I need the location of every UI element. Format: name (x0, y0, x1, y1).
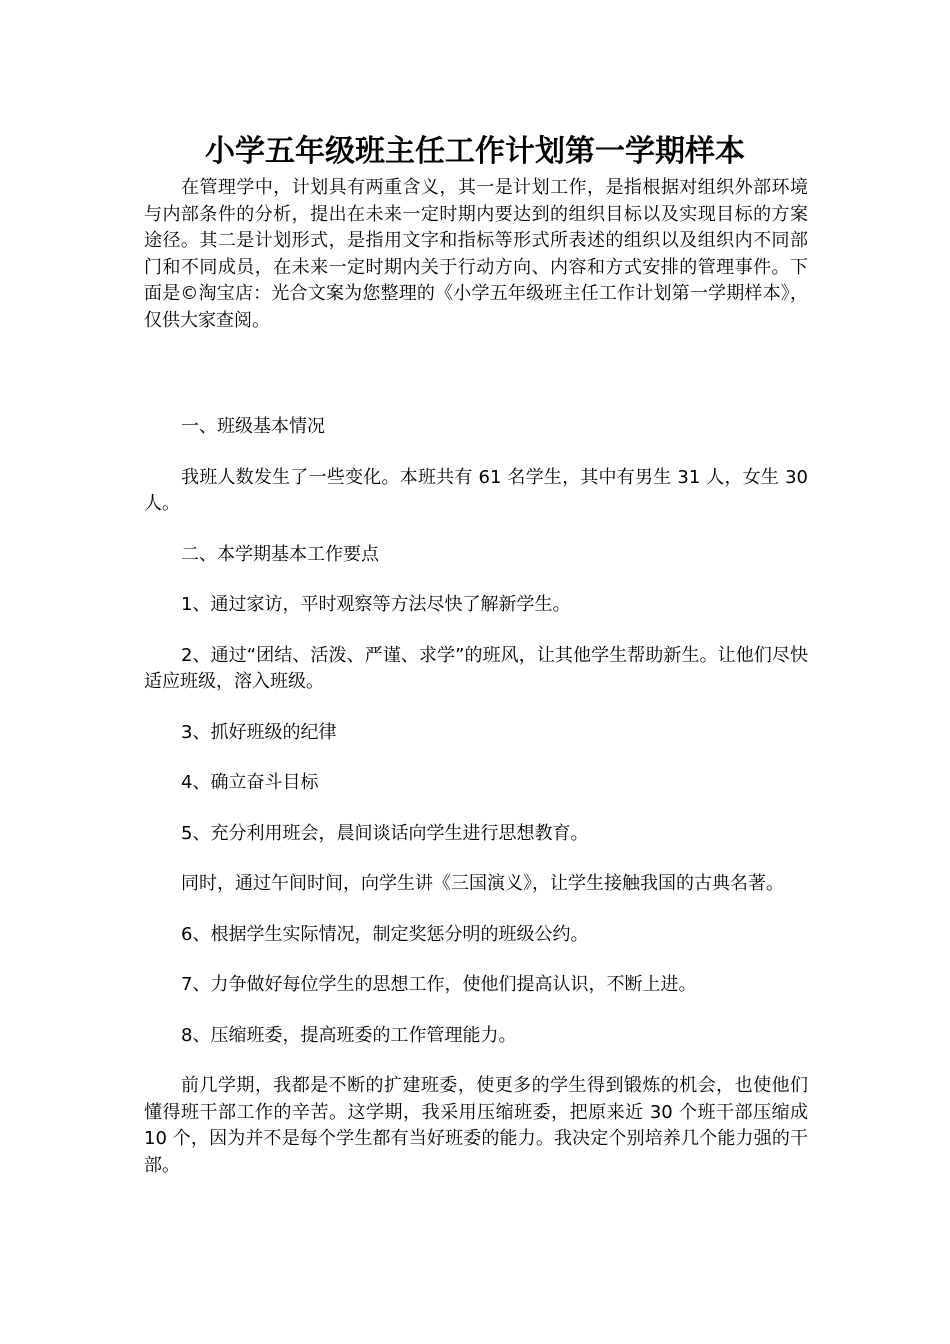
list-item: 3、抓好班级的纪律 (181, 721, 337, 743)
section-heading: 一、班级基本情况 (181, 416, 325, 437)
list-item: 2、通过“团结、活泼、严谨、求学”的班风，让其他学生帮助新生。让他们尽快适应班级，溶入班级。 (144, 644, 808, 692)
intro-paragraph: 在管理学中，计划具有两重含义，其一是计划工作，是指根据对组织外部环境与内部条件的分析，提出在未来一定时期内要达到的组织目标以及实现目标的方案途径。其二是计划形式，是指用文字和指标等形式所表述的组织以及组织内不同部门和不同成员，在未来一定时期内关于行动方向、内容和方式安排的管理事件。下面是©淘宝店：光合文案为您整理的《小学五年级班主任工作计划第一学期样本》，仅供大家查阅。 (144, 177, 808, 331)
document-title: 小学五年级班主任工作计划第一学期样本 (205, 134, 745, 169)
list-item: 6、根据学生实际情况，制定奖惩分明的班级公约。 (181, 923, 589, 945)
list-item: 4、确立奋斗目标 (181, 772, 319, 793)
spacer (144, 334, 808, 414)
document-body (144, 175, 808, 1179)
list-item: 8、压缩班委，提高班委的工作管理能力。 (181, 1024, 517, 1046)
list-item: 7、力争做好每位学生的思想工作，使他们提高认识，不断上进。 (181, 974, 697, 995)
section-heading: 二、本学期基本工作要点 (181, 543, 379, 565)
body-paragraph: 我班人数发生了一些变化。本班共有 61 名学生，其中有男生 31 人，女生 30 人。 (144, 466, 808, 514)
list-item: 1、通过家访，平时观察等方法尽快了解新学生。 (181, 594, 571, 615)
body-paragraph: 同时，通过午间时间，向学生讲《三国演义》，让学生接触我国的古典名著。 (181, 873, 784, 894)
body-paragraph: 前几学期，我都是不断的扩建班委，使更多的学生得到锻炼的机会，也使他们懂得班干部工作的辛苦。这学期，我采用压缩班委，把原来近 30 个班干部压缩成 10 个，因为并不是每个学生都有当好班委的能力。我决定个别培养几个能力强的干部。 (144, 1075, 808, 1176)
list-item: 5、充分利用班会，晨间谈话向学生进行思想教育。 (181, 822, 589, 844)
